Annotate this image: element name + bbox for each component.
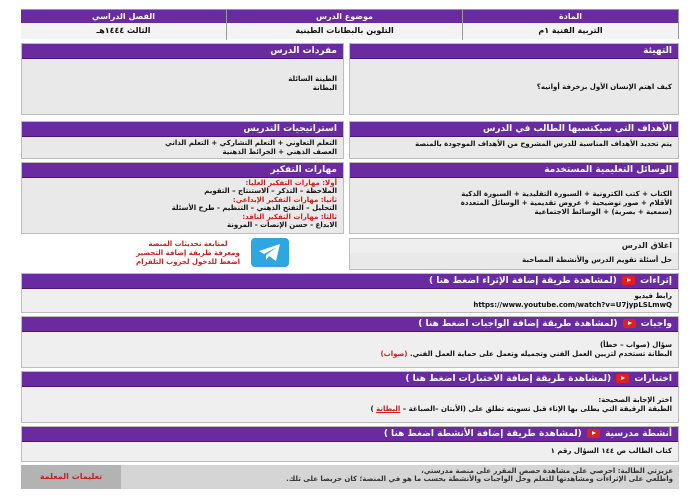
tests-answer: البطانة [376, 405, 401, 413]
topic-value: التلوين بالبطانات الطينية [227, 23, 462, 39]
strategies-panel [21, 121, 344, 159]
topic-label: موضوع الدرس [227, 10, 462, 23]
telegram-line: اضغط للدخول لجروب التلقرام [135, 258, 241, 266]
closing-panel [349, 238, 679, 270]
telegram-button[interactable] [251, 238, 289, 267]
telegram-icon [258, 243, 282, 262]
media-title: الوسائل التعليمية المستخدمة [350, 163, 678, 178]
teacher-instructions-text [121, 465, 679, 489]
tests-title: اختبارات [634, 374, 672, 384]
enrichment-header [22, 274, 678, 289]
activities-panel [21, 426, 679, 462]
youtube-icon[interactable] [587, 429, 600, 438]
thinking-title: مهارات التفكير [22, 163, 343, 178]
telegram-line: لمتابعة تحديثات المنصة [148, 240, 228, 248]
homework-header [22, 317, 678, 332]
enrichment-video-link[interactable]: (لمشاهدة طريقة إضافة الإثراء اضغط هنا ) [428, 276, 617, 286]
vocab-item: البطانة [312, 84, 337, 92]
homework-panel [21, 316, 679, 368]
thinking-panel [21, 162, 344, 234]
strategies-title: استراتيجيات التدريس [22, 122, 343, 137]
subject-value: التربية الفنية ١م [463, 23, 678, 39]
telegram-line: ومعرفة طريقة إضافة التحضير [136, 249, 240, 257]
objectives-title: الأهداف التي سيكتسبها الطالب في الدرس [350, 122, 678, 137]
vocab-item: الطينة السائلة [288, 75, 337, 83]
teacher-instructions-line: واطلعي على الإثراءات ومشاهدتها للتعلم وحل الواجبات والأنشطة بحسب ما هو في المنصة؛ كان حريصا على تلك. [286, 475, 673, 483]
enrichment-line: رابط فيديو [634, 292, 672, 300]
youtube-icon[interactable] [616, 374, 629, 383]
tests-line: اختر الإجابة الصحيحة: [598, 396, 672, 404]
tests-video-link[interactable]: (لمشاهدة طريقة إضافة الاختبارات اضغط هنا ) [405, 374, 612, 384]
activities-video-link[interactable]: (لمشاهدة طريقة إضافة الأنشطة اضغط هنا ) [383, 429, 582, 439]
enrichment-text [22, 289, 678, 313]
closing-title: اغلاق الدرس [350, 239, 678, 253]
activities-header [22, 427, 678, 442]
media-line: (سمعية + بصرية) + الوسائط الاجتماعية [534, 208, 672, 216]
vocab-title: مفردات الدرس [22, 44, 343, 59]
telegram-promo[interactable] [130, 240, 246, 267]
term-label: الفصل الدراسي [21, 10, 226, 23]
strategies-line: العصف الذهني + الخرائط الذهنية [222, 148, 337, 156]
tests-question-text: الطبقة الرقيقة التي يطلى بها الإناء قبل تسويته تطلق على (الأبتان –الصباغة – [402, 405, 672, 413]
thinking-line: الملاحظة – التذكر – الاستنتاج – التقويم [204, 187, 337, 196]
thinking-heading: ثالثا: مهارات التفكير الناقد: [242, 212, 337, 221]
lesson-info-table [21, 9, 679, 39]
enrichment-url[interactable]: https://www.youtube.com/watch?v=U7jypLSLmwQ [473, 301, 672, 309]
tests-question-end: ) [370, 405, 374, 413]
intro-panel [349, 43, 679, 115]
media-line: الأقلام + صور توضيحية + عروض تقديمية + الوسائل المتعددة [460, 199, 672, 207]
tests-panel [21, 371, 679, 423]
tests-question [28, 405, 672, 414]
objectives-text: يتم تحديد الأهداف المناسبة للدرس المشروح من الأهداف الموجودة بالمنصة [415, 140, 672, 148]
homework-title: واجبات [640, 319, 672, 329]
thinking-line: الابداع - حسن الإنصات - المرونة [226, 221, 337, 230]
teacher-instructions-label: تعليمات المعلمة [21, 465, 121, 489]
strategies-line: التعلم التعاوني + التعلم التشاركي + التعلم الذاتي [165, 139, 337, 147]
homework-question [28, 350, 672, 359]
youtube-icon[interactable] [623, 319, 636, 328]
term-value: الثالث ١٤٤٤هـ [21, 23, 226, 39]
thinking-heading: أولا: مهارات التفكير العليا: [245, 179, 337, 187]
media-line: الكتاب + كتب الكترونية + السبورة التقليدية + السبورة الذكية [461, 190, 672, 198]
enrichment-panel [21, 273, 679, 313]
subject-label: المادة [463, 10, 678, 23]
homework-video-link[interactable]: (لمشاهدة طريقة إضافة الواجبات اضغط هنا ) [418, 319, 618, 329]
thinking-heading: ثانيا: مهارات التفكير الإبداعي: [232, 195, 337, 204]
subject-cell [462, 10, 678, 40]
term-cell [21, 10, 226, 40]
media-panel [349, 162, 679, 234]
intro-title: التهيئة [350, 44, 678, 59]
homework-question-text: البطانة تستخدم لتزيين العمل الفني وتجميله وتعمل على حماية العمل الفني. [409, 350, 672, 358]
vocab-panel [21, 43, 344, 115]
homework-answer: (صواب) [380, 350, 408, 358]
activities-text: كتاب الطالب ص ١٤٤ السؤال رقم ١ [550, 447, 672, 455]
intro-text: كيف اهتم الإنسان الأول بزخرفة أوانيه؟ [536, 83, 672, 91]
youtube-icon[interactable] [622, 276, 635, 285]
tests-text [22, 387, 678, 417]
objectives-panel [349, 121, 679, 159]
homework-line: سؤال (صواب – خطأ) [599, 341, 672, 349]
activities-title: أنشطة مدرسية [605, 429, 672, 439]
media-text [350, 178, 678, 220]
thinking-line: التحليل – التفتح الذهني – التنظيم - طرح الأسئلة [171, 204, 337, 213]
thinking-text [22, 178, 343, 232]
enrichment-title: إثراءات [640, 276, 672, 286]
strategies-text [22, 137, 343, 160]
vocab-list [22, 59, 343, 96]
topic-cell [226, 10, 462, 40]
teacher-instructions-line: عزيزتي الطالبة: احرصي على مشاهدة حصص المقرر على منصة مدرستي، [421, 467, 673, 475]
homework-text [22, 332, 678, 362]
tests-header [22, 372, 678, 387]
closing-text: حل أسئلة تقويم الدرس والأنشطة المصاحبة [522, 256, 672, 264]
